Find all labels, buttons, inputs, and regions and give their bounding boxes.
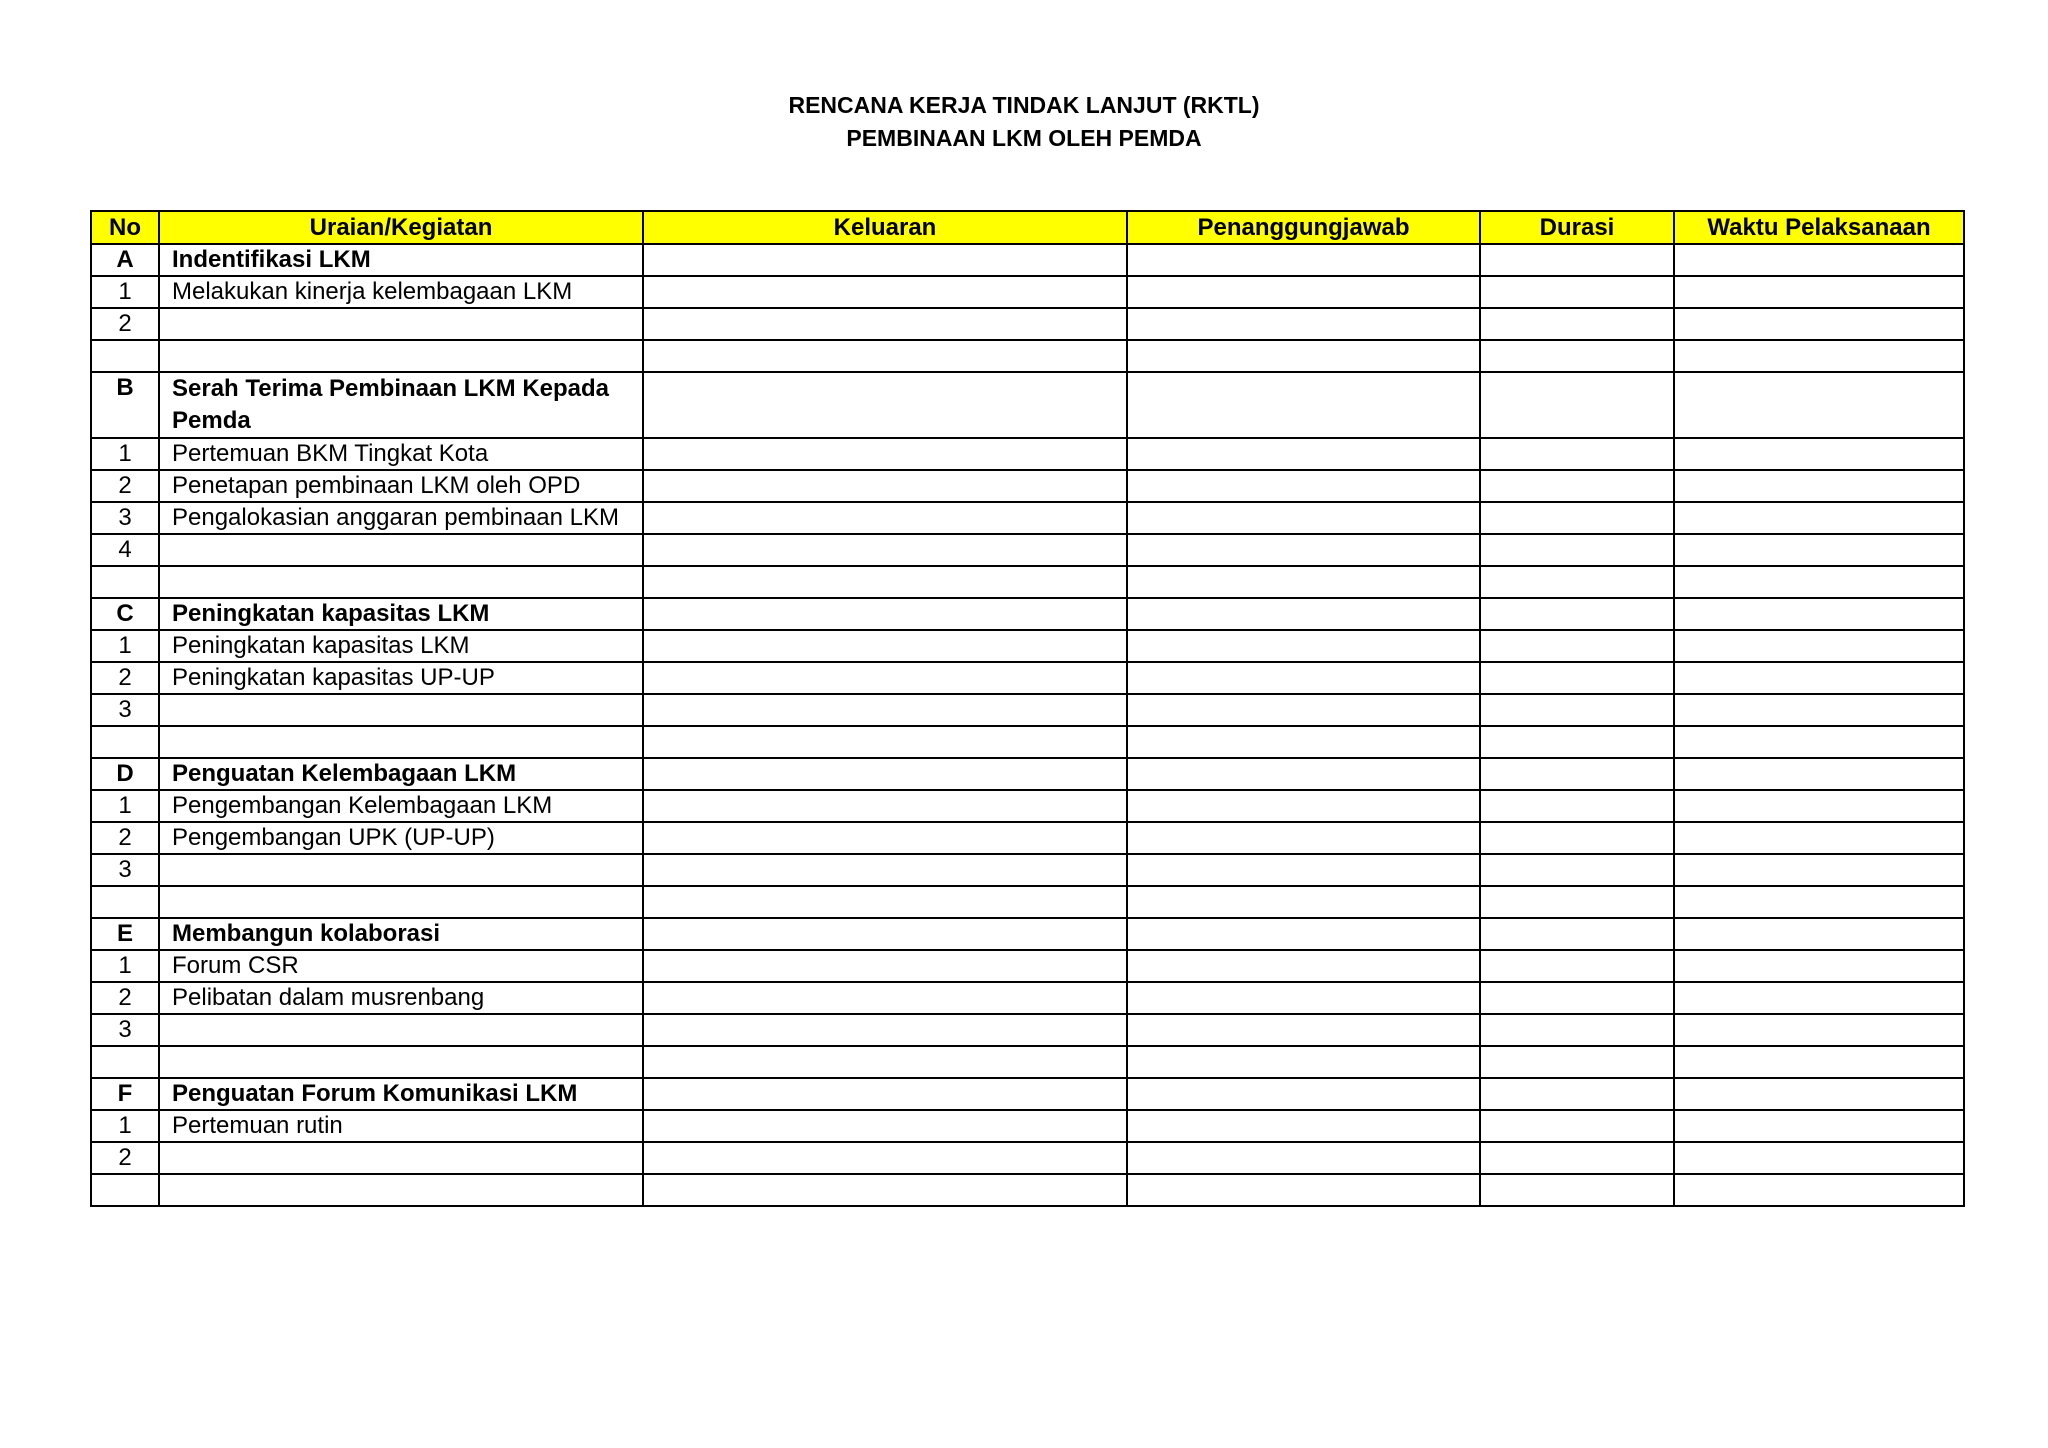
cell-penanggungjawab: [1127, 726, 1480, 758]
cell-uraian: Penetapan pembinaan LKM oleh OPD: [159, 470, 643, 502]
cell-waktu: [1674, 1174, 1964, 1206]
cell-penanggungjawab: [1127, 340, 1480, 372]
cell-keluaran: [643, 470, 1127, 502]
cell-durasi: [1480, 1046, 1674, 1078]
cell-no: 1: [91, 790, 159, 822]
cell-no: 1: [91, 438, 159, 470]
cell-penanggungjawab: [1127, 950, 1480, 982]
cell-waktu: [1674, 598, 1964, 630]
header-durasi: Durasi: [1480, 211, 1674, 244]
cell-durasi: [1480, 1174, 1674, 1206]
cell-waktu: [1674, 308, 1964, 340]
cell-no: 3: [91, 1014, 159, 1046]
cell-penanggungjawab: [1127, 982, 1480, 1014]
cell-uraian: Pengembangan Kelembagaan LKM: [159, 790, 643, 822]
cell-no: 2: [91, 308, 159, 340]
cell-waktu: [1674, 758, 1964, 790]
cell-durasi: [1480, 1142, 1674, 1174]
cell-no: D: [91, 758, 159, 790]
table-row: [91, 438, 1964, 470]
cell-durasi: [1480, 372, 1674, 438]
cell-no: 2: [91, 982, 159, 1014]
cell-keluaran: [643, 566, 1127, 598]
cell-waktu: [1674, 534, 1964, 566]
cell-no: [91, 726, 159, 758]
cell-keluaran: [643, 758, 1127, 790]
table-row: [91, 1014, 1964, 1046]
table-row: [91, 950, 1964, 982]
cell-uraian: [159, 726, 643, 758]
cell-no: 3: [91, 502, 159, 534]
table-row: [91, 1046, 1964, 1078]
cell-no: 2: [91, 662, 159, 694]
table-row: [91, 790, 1964, 822]
table-row: [91, 982, 1964, 1014]
cell-no: [91, 1046, 159, 1078]
table-row: [91, 694, 1964, 726]
cell-no: 2: [91, 822, 159, 854]
cell-penanggungjawab: [1127, 918, 1480, 950]
cell-durasi: [1480, 502, 1674, 534]
cell-no: [91, 886, 159, 918]
cell-keluaran: [643, 534, 1127, 566]
cell-uraian: [159, 340, 643, 372]
cell-penanggungjawab: [1127, 822, 1480, 854]
cell-durasi: [1480, 308, 1674, 340]
cell-keluaran: [643, 1174, 1127, 1206]
cell-waktu: [1674, 276, 1964, 308]
cell-uraian: [159, 1014, 643, 1046]
cell-durasi: [1480, 598, 1674, 630]
cell-keluaran: [643, 694, 1127, 726]
header-no: No: [91, 211, 159, 244]
cell-keluaran: [643, 630, 1127, 662]
cell-uraian: [159, 1046, 643, 1078]
cell-penanggungjawab: [1127, 470, 1480, 502]
cell-penanggungjawab: [1127, 308, 1480, 340]
cell-durasi: [1480, 790, 1674, 822]
cell-waktu: [1674, 950, 1964, 982]
cell-keluaran: [643, 1014, 1127, 1046]
cell-waktu: [1674, 822, 1964, 854]
table-row: [91, 822, 1964, 854]
cell-durasi: [1480, 630, 1674, 662]
cell-durasi: [1480, 1014, 1674, 1046]
cell-durasi: [1480, 1110, 1674, 1142]
cell-no: B: [91, 372, 159, 438]
cell-keluaran: [643, 502, 1127, 534]
section-row: [91, 372, 1964, 438]
cell-no: 4: [91, 534, 159, 566]
cell-keluaran: [643, 662, 1127, 694]
cell-keluaran: [643, 1046, 1127, 1078]
cell-durasi: [1480, 694, 1674, 726]
table-row: [91, 886, 1964, 918]
cell-waktu: [1674, 244, 1964, 276]
cell-durasi: [1480, 244, 1674, 276]
cell-uraian: Melakukan kinerja kelembagaan LKM: [159, 276, 643, 308]
cell-penanggungjawab: [1127, 1014, 1480, 1046]
cell-waktu: [1674, 918, 1964, 950]
cell-keluaran: [643, 372, 1127, 438]
header-uraian: Uraian/Kegiatan: [159, 211, 643, 244]
cell-no: F: [91, 1078, 159, 1110]
cell-uraian: Peningkatan kapasitas LKM: [159, 630, 643, 662]
cell-penanggungjawab: [1127, 694, 1480, 726]
cell-penanggungjawab: [1127, 598, 1480, 630]
cell-uraian: [159, 854, 643, 886]
cell-durasi: [1480, 758, 1674, 790]
cell-keluaran: [643, 982, 1127, 1014]
cell-waktu: [1674, 630, 1964, 662]
cell-durasi: [1480, 566, 1674, 598]
cell-uraian: Forum CSR: [159, 950, 643, 982]
cell-durasi: [1480, 662, 1674, 694]
cell-penanggungjawab: [1127, 372, 1480, 438]
cell-penanggungjawab: [1127, 244, 1480, 276]
cell-uraian: Serah Terima Pembinaan LKM Kepada Pemda: [159, 372, 643, 438]
cell-durasi: [1480, 822, 1674, 854]
cell-waktu: [1674, 1078, 1964, 1110]
cell-keluaran: [643, 598, 1127, 630]
table-row: [91, 1142, 1964, 1174]
section-row: [91, 1078, 1964, 1110]
cell-uraian: Pelibatan dalam musrenbang: [159, 982, 643, 1014]
cell-keluaran: [643, 340, 1127, 372]
cell-penanggungjawab: [1127, 1174, 1480, 1206]
cell-keluaran: [643, 950, 1127, 982]
cell-uraian: Pengembangan UPK (UP-UP): [159, 822, 643, 854]
cell-durasi: [1480, 438, 1674, 470]
cell-uraian: Pertemuan rutin: [159, 1110, 643, 1142]
table-row: [91, 1110, 1964, 1142]
cell-durasi: [1480, 726, 1674, 758]
cell-uraian: Indentifikasi LKM: [159, 244, 643, 276]
cell-uraian: [159, 534, 643, 566]
table-body: [91, 244, 1964, 1206]
cell-keluaran: [643, 308, 1127, 340]
table-row: [91, 662, 1964, 694]
cell-uraian: [159, 308, 643, 340]
cell-uraian: [159, 1174, 643, 1206]
cell-keluaran: [643, 790, 1127, 822]
section-row: [91, 918, 1964, 950]
cell-waktu: [1674, 1046, 1964, 1078]
cell-no: 1: [91, 276, 159, 308]
cell-uraian: Pertemuan BKM Tingkat Kota: [159, 438, 643, 470]
cell-no: 3: [91, 694, 159, 726]
cell-penanggungjawab: [1127, 1110, 1480, 1142]
cell-waktu: [1674, 982, 1964, 1014]
cell-uraian: [159, 694, 643, 726]
cell-durasi: [1480, 276, 1674, 308]
cell-penanggungjawab: [1127, 438, 1480, 470]
cell-no: 1: [91, 950, 159, 982]
table-row: [91, 566, 1964, 598]
cell-penanggungjawab: [1127, 854, 1480, 886]
table-row: [91, 340, 1964, 372]
cell-penanggungjawab: [1127, 1078, 1480, 1110]
cell-durasi: [1480, 918, 1674, 950]
cell-waktu: [1674, 854, 1964, 886]
cell-no: A: [91, 244, 159, 276]
cell-penanggungjawab: [1127, 534, 1480, 566]
cell-durasi: [1480, 534, 1674, 566]
cell-waktu: [1674, 566, 1964, 598]
cell-no: 1: [91, 630, 159, 662]
section-row: [91, 758, 1964, 790]
cell-no: 1: [91, 1110, 159, 1142]
cell-waktu: [1674, 438, 1964, 470]
rktl-table: [90, 210, 1965, 1207]
cell-durasi: [1480, 340, 1674, 372]
cell-keluaran: [643, 1078, 1127, 1110]
cell-keluaran: [643, 726, 1127, 758]
cell-waktu: [1674, 1014, 1964, 1046]
cell-durasi: [1480, 854, 1674, 886]
cell-uraian: Pengalokasian anggaran pembinaan LKM: [159, 502, 643, 534]
table-row: [91, 534, 1964, 566]
cell-keluaran: [643, 1142, 1127, 1174]
cell-penanggungjawab: [1127, 1046, 1480, 1078]
cell-penanggungjawab: [1127, 630, 1480, 662]
cell-waktu: [1674, 340, 1964, 372]
cell-no: 3: [91, 854, 159, 886]
cell-no: 2: [91, 1142, 159, 1174]
cell-penanggungjawab: [1127, 886, 1480, 918]
cell-no: 2: [91, 470, 159, 502]
cell-keluaran: [643, 438, 1127, 470]
cell-durasi: [1480, 886, 1674, 918]
cell-uraian: [159, 886, 643, 918]
cell-no: [91, 566, 159, 598]
document-subtitle: PEMBINAAN LKM OLEH PEMDA: [846, 125, 1202, 151]
header-row: [91, 211, 1964, 244]
cell-penanggungjawab: [1127, 502, 1480, 534]
cell-keluaran: [643, 1110, 1127, 1142]
cell-waktu: [1674, 1142, 1964, 1174]
cell-waktu: [1674, 790, 1964, 822]
cell-uraian: [159, 566, 643, 598]
cell-penanggungjawab: [1127, 566, 1480, 598]
cell-keluaran: [643, 886, 1127, 918]
cell-no: [91, 1174, 159, 1206]
table-row: [91, 630, 1964, 662]
cell-uraian: Penguatan Kelembagaan LKM: [159, 758, 643, 790]
section-row: [91, 244, 1964, 276]
cell-uraian: Membangun kolaborasi: [159, 918, 643, 950]
section-row: [91, 598, 1964, 630]
cell-no: E: [91, 918, 159, 950]
cell-uraian: [159, 1142, 643, 1174]
table-row: [91, 502, 1964, 534]
cell-penanggungjawab: [1127, 1142, 1480, 1174]
cell-waktu: [1674, 1110, 1964, 1142]
cell-durasi: [1480, 1078, 1674, 1110]
table-row: [91, 854, 1964, 886]
cell-waktu: [1674, 726, 1964, 758]
cell-keluaran: [643, 276, 1127, 308]
cell-waktu: [1674, 886, 1964, 918]
table-row: [91, 726, 1964, 758]
table-row: [91, 276, 1964, 308]
cell-penanggungjawab: [1127, 276, 1480, 308]
header-keluaran: Keluaran: [643, 211, 1127, 244]
cell-keluaran: [643, 822, 1127, 854]
cell-uraian: Penguatan Forum Komunikasi LKM: [159, 1078, 643, 1110]
cell-waktu: [1674, 502, 1964, 534]
cell-penanggungjawab: [1127, 758, 1480, 790]
header-penanggungjawab: Penanggungjawab: [1127, 211, 1480, 244]
cell-penanggungjawab: [1127, 662, 1480, 694]
cell-durasi: [1480, 982, 1674, 1014]
cell-keluaran: [643, 244, 1127, 276]
cell-durasi: [1480, 950, 1674, 982]
cell-no: [91, 340, 159, 372]
table-row: [91, 470, 1964, 502]
cell-no: C: [91, 598, 159, 630]
document-title: RENCANA KERJA TINDAK LANJUT (RKTL): [788, 92, 1260, 118]
header-waktu: Waktu Pelaksanaan: [1674, 211, 1964, 244]
cell-uraian: Peningkatan kapasitas UP-UP: [159, 662, 643, 694]
table-row: [91, 308, 1964, 340]
cell-waktu: [1674, 694, 1964, 726]
cell-uraian: Peningkatan kapasitas LKM: [159, 598, 643, 630]
cell-durasi: [1480, 470, 1674, 502]
table-row: [91, 1174, 1964, 1206]
cell-waktu: [1674, 470, 1964, 502]
cell-waktu: [1674, 372, 1964, 438]
cell-keluaran: [643, 854, 1127, 886]
cell-penanggungjawab: [1127, 790, 1480, 822]
cell-keluaran: [643, 918, 1127, 950]
cell-waktu: [1674, 662, 1964, 694]
